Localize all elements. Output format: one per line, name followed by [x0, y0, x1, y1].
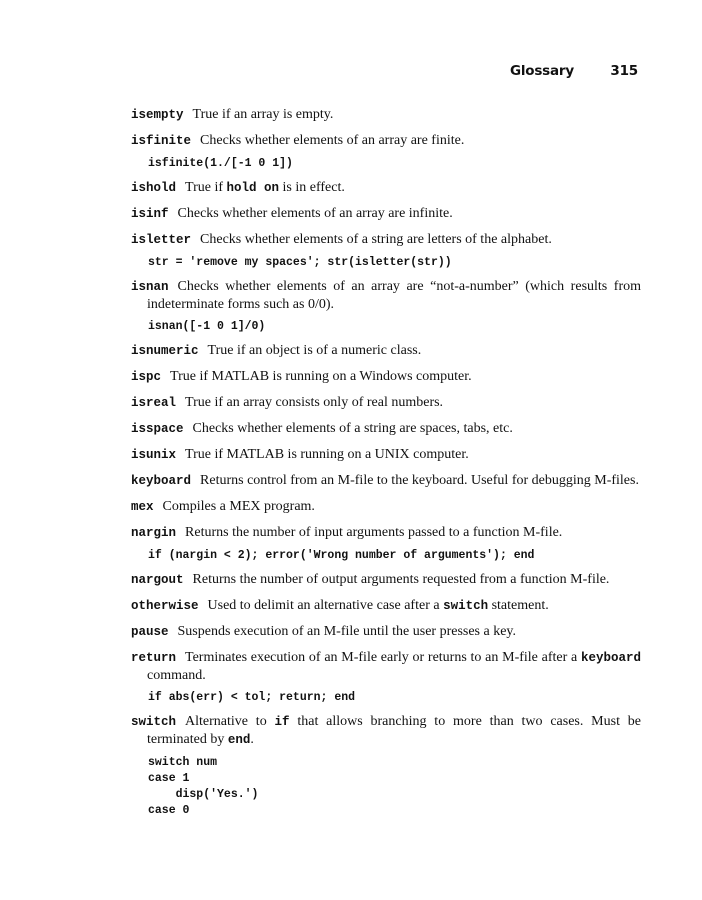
glossary-definition: Checks whether elements of a string are letters of the alphabet.	[200, 232, 552, 247]
inline-code: hold on	[226, 181, 280, 195]
glossary-definition: True if MATLAB is running on a Windows computer.	[170, 369, 472, 384]
glossary-entry-isspace	[131, 420, 641, 438]
running-header	[0, 63, 702, 85]
glossary-definition: Checks whether elements of a string are spaces, tabs, etc.	[192, 421, 513, 436]
code-line: case 1	[148, 772, 190, 785]
glossary-term: isfinite	[131, 134, 192, 148]
code-example: isnan([-1 0 1]/0)	[148, 320, 266, 333]
glossary-list	[131, 106, 641, 826]
glossary-term: ishold	[131, 181, 177, 195]
glossary-definition: Compiles a MEX program.	[162, 499, 315, 514]
glossary-entry-nargout	[131, 571, 641, 589]
glossary-entry-isnumeric	[131, 342, 641, 360]
glossary-definition: Suspends execution of an M-file until the user presses a key.	[177, 624, 517, 639]
code-example: str = 'remove my spaces'; str(isletter(str))	[148, 256, 452, 269]
section-title: Glossary	[509, 63, 574, 79]
glossary-definition: Checks whether elements of an array are finite.	[200, 133, 465, 148]
glossary-entry-otherwise	[131, 597, 641, 615]
glossary-entry-switch	[131, 713, 641, 749]
glossary-term: return	[131, 651, 177, 665]
glossary-term: isnan	[131, 280, 169, 294]
glossary-entry-pause	[131, 623, 641, 641]
glossary-entry-isunix	[131, 446, 641, 464]
glossary-definition: True if an array consists only of real numbers.	[185, 395, 444, 410]
glossary-term: pause	[131, 625, 169, 639]
code-line: disp('Yes.')	[148, 788, 259, 801]
glossary-definition: Checks whether elements of an array are “not-a-number” (which results from indeterminate forms such as 0/0).	[147, 279, 641, 312]
inline-code: switch	[443, 599, 489, 613]
glossary-definition-end: statement.	[488, 598, 549, 613]
glossary-term: isunix	[131, 448, 177, 462]
code-line: case 0	[148, 804, 190, 817]
glossary-entry-keyboard	[131, 472, 641, 490]
glossary-term: isinf	[131, 207, 169, 221]
inline-code: keyboard	[580, 651, 641, 665]
glossary-entry-isempty	[131, 106, 641, 124]
glossary-entry-isnan	[131, 278, 641, 313]
glossary-entry-mex	[131, 498, 641, 516]
glossary-definition: Terminates execution of an M-file early or returns to an M-file after a	[185, 650, 581, 665]
glossary-definition: Used to delimit an alternative case after a	[207, 598, 444, 613]
glossary-definition: True if	[185, 180, 227, 195]
page-number: 315	[610, 63, 638, 79]
inline-code: end	[227, 733, 251, 747]
glossary-definition: Returns the number of input arguments passed to a function M-file.	[185, 525, 563, 540]
glossary-definition: Returns control from an M-file to the keyboard. Useful for debugging M-files.	[200, 473, 639, 488]
glossary-definition-middle: that allows branching to more than two cases. Must be terminated by	[147, 714, 641, 747]
code-example: if (nargin < 2); error('Wrong number of arguments'); end	[148, 549, 535, 562]
glossary-term: ispc	[131, 370, 162, 384]
glossary-term: nargout	[131, 573, 184, 587]
glossary-entry-nargin	[131, 524, 641, 542]
code-line: switch num	[148, 756, 218, 769]
glossary-term: otherwise	[131, 599, 199, 613]
glossary-term: isletter	[131, 233, 192, 247]
glossary-definition: True if an object is of a numeric class.	[207, 343, 422, 358]
glossary-definition: Returns the number of output arguments requested from a function M-file.	[192, 572, 610, 587]
glossary-definition: Checks whether elements of an array are infinite.	[177, 206, 453, 221]
code-example: isfinite(1./[-1 0 1])	[148, 157, 293, 170]
glossary-term: isempty	[131, 108, 184, 122]
glossary-definition-end: .	[250, 732, 254, 747]
glossary-entry-return	[131, 649, 641, 684]
glossary-term: isnumeric	[131, 344, 199, 358]
glossary-term: mex	[131, 500, 154, 514]
glossary-entry-ishold	[131, 179, 641, 197]
glossary-entry-isfinite	[131, 132, 641, 150]
glossary-definition: True if MATLAB is running on a UNIX computer.	[185, 447, 469, 462]
glossary-entry-isletter	[131, 231, 641, 249]
code-example	[131, 755, 641, 819]
glossary-definition-end: command.	[147, 668, 206, 683]
glossary-definition: True if an array is empty.	[192, 107, 334, 122]
glossary-definition-end: is in effect.	[279, 180, 345, 195]
glossary-term: keyboard	[131, 474, 192, 488]
glossary-entry-ispc	[131, 368, 641, 386]
glossary-definition: Alternative to	[185, 714, 275, 729]
glossary-entry-isinf	[131, 205, 641, 223]
inline-code: if	[274, 715, 290, 729]
glossary-term: nargin	[131, 526, 177, 540]
glossary-term: switch	[131, 715, 177, 729]
glossary-entry-isreal	[131, 394, 641, 412]
glossary-term: isreal	[131, 396, 177, 410]
glossary-term: isspace	[131, 422, 184, 436]
code-example: if abs(err) < tol; return; end	[148, 691, 356, 704]
